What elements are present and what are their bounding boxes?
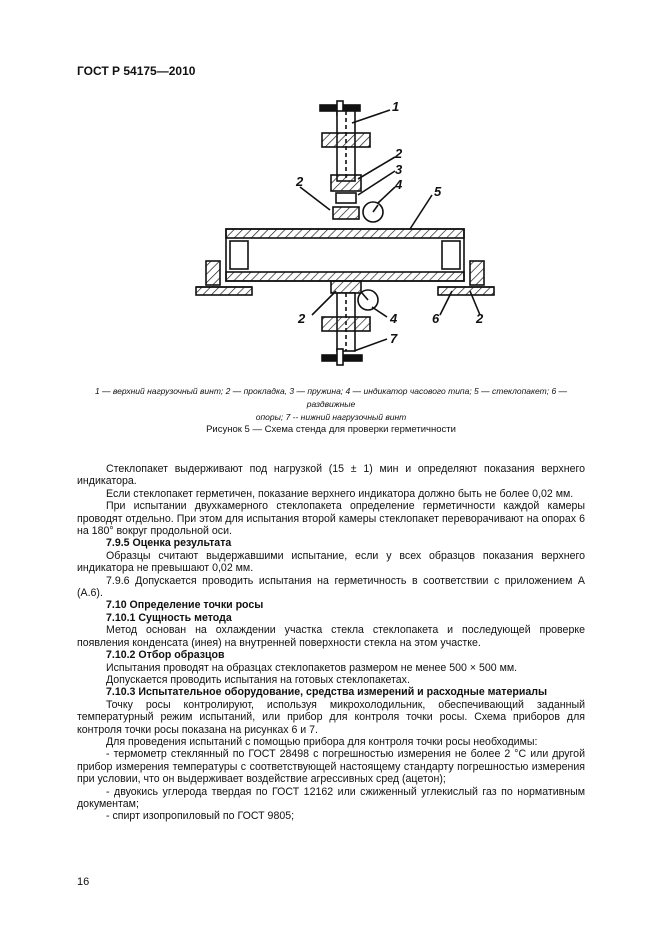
paragraph: Образцы считают выдержавшими испытание, если у всех образцов показания верхнего индикатора не превышают 0,02 мм.	[77, 549, 585, 575]
paragraph: Если стеклопакет герметичен, показание верхнего индикатора должно быть не более 0,02 мм.	[106, 487, 574, 500]
label-2: 2	[395, 146, 403, 161]
label-2-left: 2	[296, 174, 304, 189]
label-5: 5	[434, 184, 442, 199]
paragraph: При испытании двухкамерного стеклопакета определение герметичности каждой камеры проводят отдельно. При этом для испытания второй камеры стеклопакет переворачивают на опорах 6 на 180° вокруг продольной оси.	[77, 500, 585, 538]
section-heading: 7.9.5 Оценка результата	[106, 537, 232, 550]
list-item: - двуокись углерода твердая по ГОСТ 12162 или сжиженный углекислый газ по нормативным документам;	[77, 785, 585, 810]
label-3: 3	[395, 162, 403, 177]
label-4: 4	[395, 177, 403, 192]
legend-line: 1 — верхний нагрузочный винт; 2 — прокладка, 3 — пружина; 4 — индикатор часового типа; 5 — стеклопакет; 6 — раздвижные	[94, 386, 568, 409]
paragraph: Точку росы контролируют, используя микрохолодильник, обеспечивающий заданный температурный режим испытаний, или прибор для контроля точки росы. Схема приборов для контроля точки росы показана на рисунках 6 и 7.	[77, 698, 585, 736]
paragraph: Для проведения испытаний с помощью прибора для контроля точки росы необходимы:	[106, 735, 538, 748]
paragraph: Стеклопакет выдерживают под нагрузкой (15 ± 1) мин и определяют показания верхнего индикатора.	[77, 463, 585, 488]
figure-title: Рисунок 5 — Схема стенда для проверки герметичности	[206, 424, 456, 435]
list-item: - спирт изопропиловый по ГОСТ 9805;	[106, 810, 295, 823]
list-item: - термометр стеклянный по ГОСТ 28498 с погрешностью измерения не более 2 °С или другой прибор измерения температуры с соответствующей настоящему стандарту погрешностью измерения при условии, что он выдерживает воздействие агрессивных сред (ацетон);	[77, 748, 585, 786]
section-heading: 7.10.2 Отбор образцов	[106, 649, 225, 662]
label-1: 1	[392, 99, 400, 114]
document-body	[77, 463, 585, 823]
label-7: 7	[390, 331, 398, 346]
paragraph: Допускается проводить испытания на готовых стеклопакетах.	[106, 673, 410, 686]
label-2-right: 2	[476, 311, 484, 326]
label-4-lower: 4	[390, 311, 398, 326]
legend-line: опоры; 7 -- нижний нагрузочный винт	[255, 412, 407, 422]
page-number: 16	[77, 876, 90, 888]
document-header: ГОСТ Р 54175—2010	[77, 64, 196, 78]
paragraph: Метод основан на охлаждении участка стекла стеклопакета и последующей проверке появления конденсата (инея) на внутренней поверхности стекла на этом участке.	[77, 624, 585, 649]
section-heading: 7.10.1 Сущность метода	[106, 611, 232, 624]
label-2-lower: 2	[298, 311, 306, 326]
test-stand-diagram	[190, 95, 500, 380]
paragraph: Испытания проводят на образцах стеклопакетов размером не менее 500 × 500 мм.	[106, 661, 518, 674]
figure-legend	[77, 385, 585, 424]
label-6: 6	[432, 311, 440, 326]
section-heading: 7.10.3 Испытательное оборудование, средства измерений и расходные материалы	[106, 686, 548, 699]
section-heading: 7.10 Определение точки росы	[106, 599, 264, 612]
paragraph: 7.9.6 Допускается проводить испытания на герметичность в соответствии с приложением А (А.6).	[77, 574, 585, 600]
